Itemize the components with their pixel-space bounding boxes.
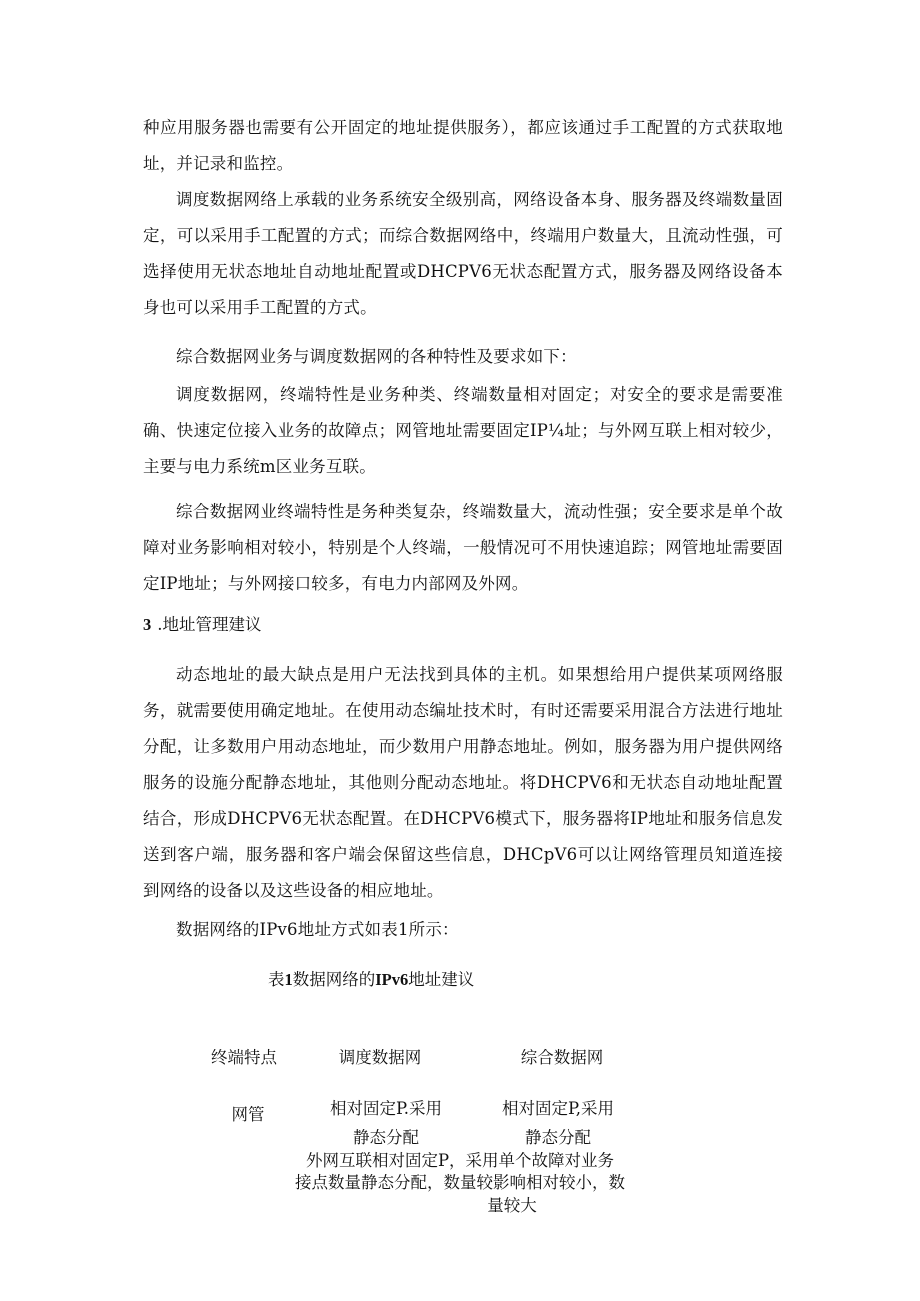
section-heading [143,607,262,643]
caption-ipv6: IPv6 [375,970,409,989]
paragraph-2: 调度数据网络上承载的业务系统安全级别高，网络设备本身、服务器及终端数量固定，可以采用手工配置的方式；而综合数据网络中，终端用户数量大，且流动性强，可选择使用无状态地址自动地址配置或DHCPV6无状态配置方式，服务器及网络设备本身也可以采用手工配置的方式。 [143,190,783,317]
paragraph-4: 调度数据网，终端特性是业务种类、终端数量相对固定；对安全的要求是需要准确、快速定位接入业务的故障点；网管地址需要固定IP¼址；与外网互联上相对较少，主要与电力系统m区业务互联。 [143,385,783,476]
table-cell-dispatch-nm-line1: 相对固定P.采用 [329,1099,442,1118]
caption-number: 1 [284,970,293,989]
section-title: .地址管理建议 [157,615,262,634]
table-cell-external-line3: 量较大 [487,1196,537,1215]
caption-prefix: 表 [268,970,285,989]
table-cell-integrated-nm-line1: 相对固定P,采用 [501,1099,614,1118]
table-header-feature: 终端特点 [211,1048,277,1067]
table-row-label-nm: 网管 [231,1105,265,1124]
paragraph-1: 种应用服务器也需要有公开固定的地址提供服务），都应该通过手工配置的方式获取地址，并记录和监控。 [143,118,783,173]
paragraph-7: 数据网络的IPv6地址方式如表1所示： [176,920,459,939]
caption-mid: 数据网络的 [292,970,376,989]
table-cell-dispatch-nm-line2: 静态分配 [353,1128,419,1147]
paragraph-6: 动态地址的最大缺点是用户无法找到具体的主机。如果想给用户提供某项网络服务，就需要使用确定地址。在使用动态编址技术时，有时还需要采用混合方法进行地址分配，让多数用户用动态地址，而少数用户用静态地址。例如，服务器为用户提供网络服务的设施分配静态地址，其他则分配动态地址。将DHCPV6和无状态自动地址配置结合，形成DHCPV6无状态配置。在DHCPV6模式下，服务器将IP地址和服务信息发送到客户端，服务器和客户端会保留这些信息，DHCpV6可以让网络管理员知道连接到网络的设备以及这些设备的相应地址。 [143,665,783,900]
table-cell-external-line2: 接点数量静态分配，数量较影响相对较小，数 [295,1173,625,1192]
table-cell-integrated-nm-line2: 静态分配 [525,1128,591,1147]
table-header-integrated: 综合数据网 [520,1048,604,1067]
caption-suffix: 地址建议 [408,970,475,989]
table-header-dispatch: 调度数据网 [338,1048,422,1067]
table-caption [268,962,474,998]
paragraph-3: 综合数据网业务与调度数据网的各种特性及要求如下： [176,347,577,366]
paragraph-5: 综合数据网业终端特性是务种类复杂，终端数量大，流动性强；安全要求是单个故障对业务影响相对较小，特别是个人终端，一般情况可不用快速追踪；网管地址需要固定IP地址；与外网接口较多，有电力内部网及外网。 [143,502,783,593]
section-number: 3 [143,615,152,634]
table-cell-external-line1: 外网互联相对固定P，采用单个故障对业务 [305,1151,615,1170]
